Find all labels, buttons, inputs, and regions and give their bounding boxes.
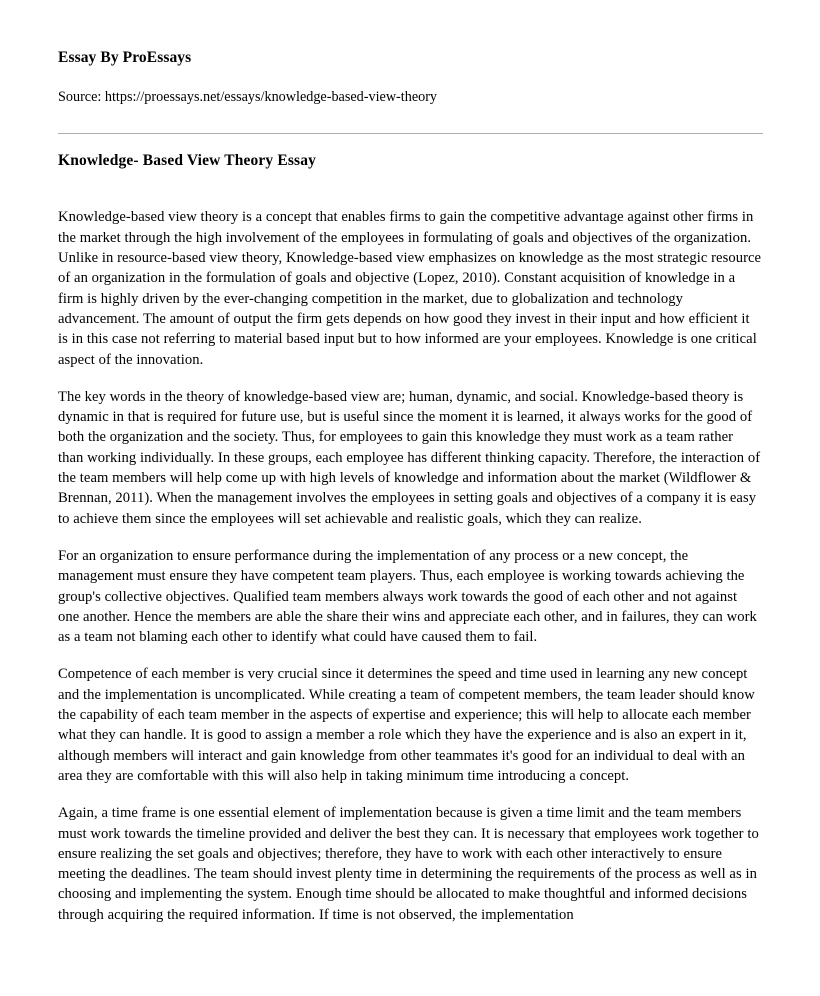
essay-paragraph: Knowledge-based view theory is a concept that enables firms to gain the competitive advantage against other firms in the market through the high involvement of the employees in formulating of goals and objectives of the organization. Unlike in resource-based view theory, Knowledge-based view emphasizes on knowledge as the most strategic resource of an organization in the formulation of goals and objective (Lopez, 2010). Constant acquisition of knowledge in a firm is highly driven by the ever-changing competition in the market, due to globalization and technology advancement. The amount of output the firm gets depends on how good they invest in their input and how efficient it is in this case not referring to material based input but to how informed are your employees. Knowledge is one critical aspect of the innovation. [58,209,762,368]
essay-paragraph: The key words in the theory of knowledge-based view are; human, dynamic, and social. Knowledge-based theory is dynamic in that is required for future use, but is useful since the moment it is learned, it always works for the good of both the organization and the society. Thus, for employees to gain this knowledge they must work as a team rather than working individually. In these groups, each employee has different thinking capacity. Therefore, the interaction of the team members will help come up with high levels of knowledge and information about the market (Wildflower & Brennan, 2011). When the management involves the employees in setting goals and objectives of a company it is easy to achieve them since the employees will set achievable and realistic goals, which they can realize. [58,388,761,527]
essay-paragraph: Again, a time frame is one essential element of implementation because is given a time limit and the team members must work towards the timeline provided and deliver the best they can. It is necessary that employees work together to ensure realizing the set goals and objectives; therefore, they have to work with each other interactively to ensure meeting the deadlines. The team should invest plenty time in determining the requirements of the process as well as in choosing and implementing the system. Enough time should be allocated to make thoughtful and informed decisions through acquiring the required information. If time is not observed, the implementation [58,805,759,923]
essay-paragraph: Competence of each member is very crucial since it determines the speed and time used in learning any new concept and the implementation is uncomplicated. While creating a team of competent members, the team leader should know the capability of each team member in the aspects of expertise and experience; this will help to allocate each member what they can handle. It is good to assign a member a role which they have the experience and is also an expert in it, although members will interact and gain knowledge from other teammates it's good for an individual to deal with an area they are comfortable with this will also help in taking minimum time introducing a concept. [58,666,755,784]
essay-title: Knowledge- Based View Theory Essay [58,152,316,170]
essay-body [58,171,762,925]
essay-paragraph: For an organization to ensure performance during the implementation of any process or a new concept, the management must ensure they have competent team players. Thus, each employee is working towards achieving the group's collective objectives. Qualified team members always work towards the good of each other and not against one another. Hence the members are able the share their wins and appreciate each other, and in failures, they can work as a team not blaming each other to identify what could have caused them to fail. [58,547,757,646]
source-url-line: Source: https://proessays.net/essays/knowledge-based-view-theory [58,88,438,105]
site-brand-heading: Essay By ProEssays [58,49,192,66]
